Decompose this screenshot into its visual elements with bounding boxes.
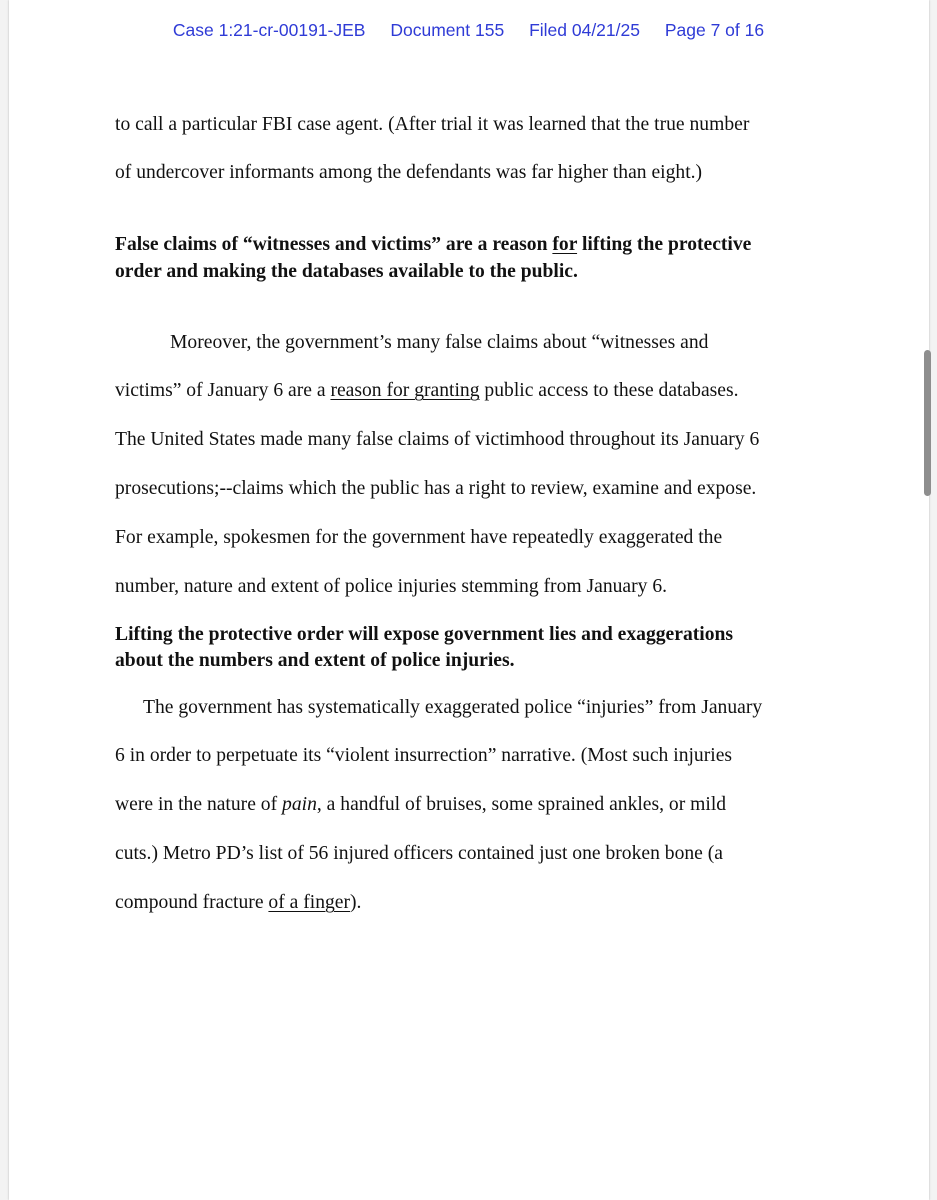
text-line: were in the nature of pain, a handful of bruises, some sprained ankles, or mild — [115, 794, 727, 815]
text-line: 6 in order to perpetuate its “violent insurrection” narrative. (Most such injuries — [115, 745, 733, 766]
vertical-scrollbar[interactable] — [924, 350, 931, 496]
text-line: compound fracture of a finger). — [115, 892, 362, 913]
text-line: For example, spokesmen for the government have repeatedly exaggerated the — [115, 527, 723, 548]
document-number: Document 155 — [390, 20, 505, 40]
text-line: The United States made many false claims of victimhood throughout its January 6 — [115, 429, 760, 450]
text-line: to call a particular FBI case agent. (After trial it was learned that the true number — [115, 114, 750, 135]
section-heading: order and making the databases available to the public. — [115, 261, 578, 282]
text-line: The government has systematically exaggerated police “injuries” from January — [143, 697, 763, 718]
text-line: number, nature and extent of police injuries stemming from January 6. — [115, 576, 668, 597]
text-line: prosecutions;--claims which the public has a right to review, examine and expose. — [115, 478, 757, 499]
section-heading: about the numbers and extent of police injuries. — [115, 650, 515, 671]
section-heading: Lifting the protective order will expose government lies and exaggerations — [115, 624, 734, 645]
section-heading: False claims of “witnesses and victims” are a reason for lifting the protective — [115, 234, 752, 255]
case-number: Case 1:21-cr-00191-JEB — [172, 20, 366, 40]
case-header — [0, 20, 937, 41]
text-line: victims” of January 6 are a reason for granting public access to these databases. — [115, 380, 739, 401]
text-line: of undercover informants among the defendants was far higher than eight.) — [115, 162, 703, 183]
filed-date: Filed 04/21/25 — [529, 20, 640, 40]
page-number: Page 7 of 16 — [664, 20, 765, 40]
text-line: cuts.) Metro PD’s list of 56 injured officers contained just one broken bone (a — [115, 843, 723, 864]
text-line: Moreover, the government’s many false claims about “witnesses and — [170, 332, 709, 353]
